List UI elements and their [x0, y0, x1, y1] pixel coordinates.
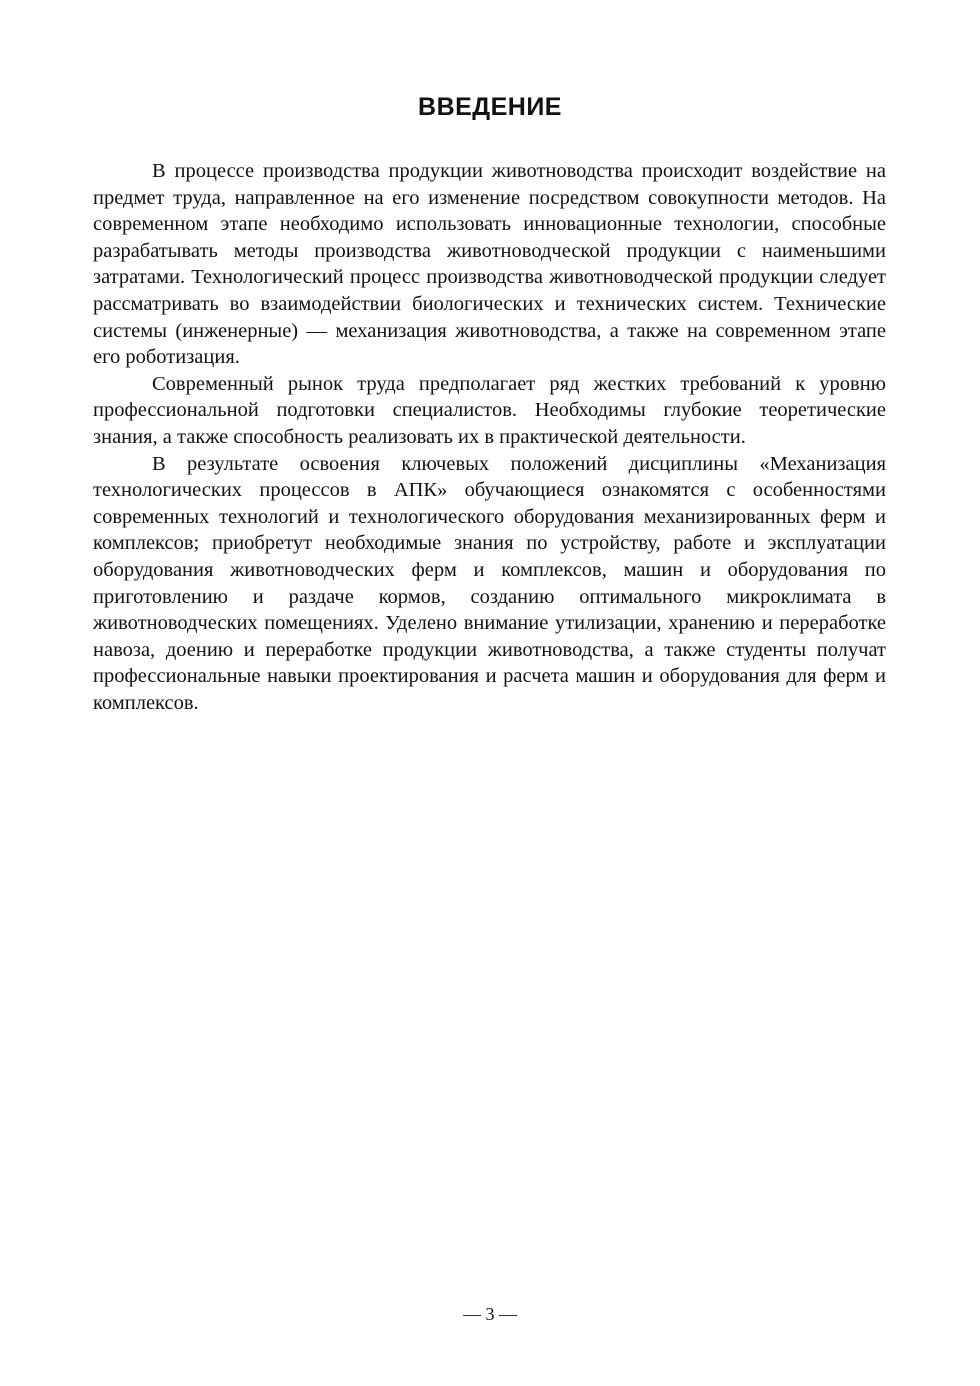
- page-number: — 3 —: [463, 1304, 517, 1324]
- body-text: [93, 158, 886, 716]
- page-title: ВВЕДЕНИЕ: [418, 93, 562, 121]
- paragraph-2: Современный рынок труда предполагает ряд жестких требований к уровню профессиональной подготовки специалистов. Необходимы глубокие теоретические знания, а также способность реализовать их в практической деятельности.: [93, 372, 886, 448]
- paragraph-1: В процессе производства продукции животноводства происходит воздействие на предмет труда, направленное на его изменение посредством совокупности методов. На современном этапе необходимо использовать инновационные технологии, способные разрабатывать методы производства животноводческой продукции с наименьшими затратами. Технологический процесс производства животноводческой продукции следует рассматривать во взаимодействии биологических и технических систем. Технические системы (инженерные) — механизация животноводства, а также на современном этапе его роботизация.: [93, 160, 886, 369]
- paragraph-3: В результате освоения ключевых положений дисциплины «Механизация технологических процессов в АПК» обучающиеся ознакомятся с особенностями современных технологий и технологического оборудования механизированных ферм и комплексов; приобретут необходимые знания по устройству, работе и эксплуатации оборудования животноводческих ферм и комплексов, машин и оборудования по приготовлению и раздаче кормов, созданию оптимального микроклимата в животноводческих помещениях. Уделено внимание утилизации, хранению и переработке навоза, доению и переработке продукции животноводства, а также студенты получат профессиональные навыки проектирования и расчета машин и оборудования для ферм и комплексов.: [93, 452, 886, 714]
